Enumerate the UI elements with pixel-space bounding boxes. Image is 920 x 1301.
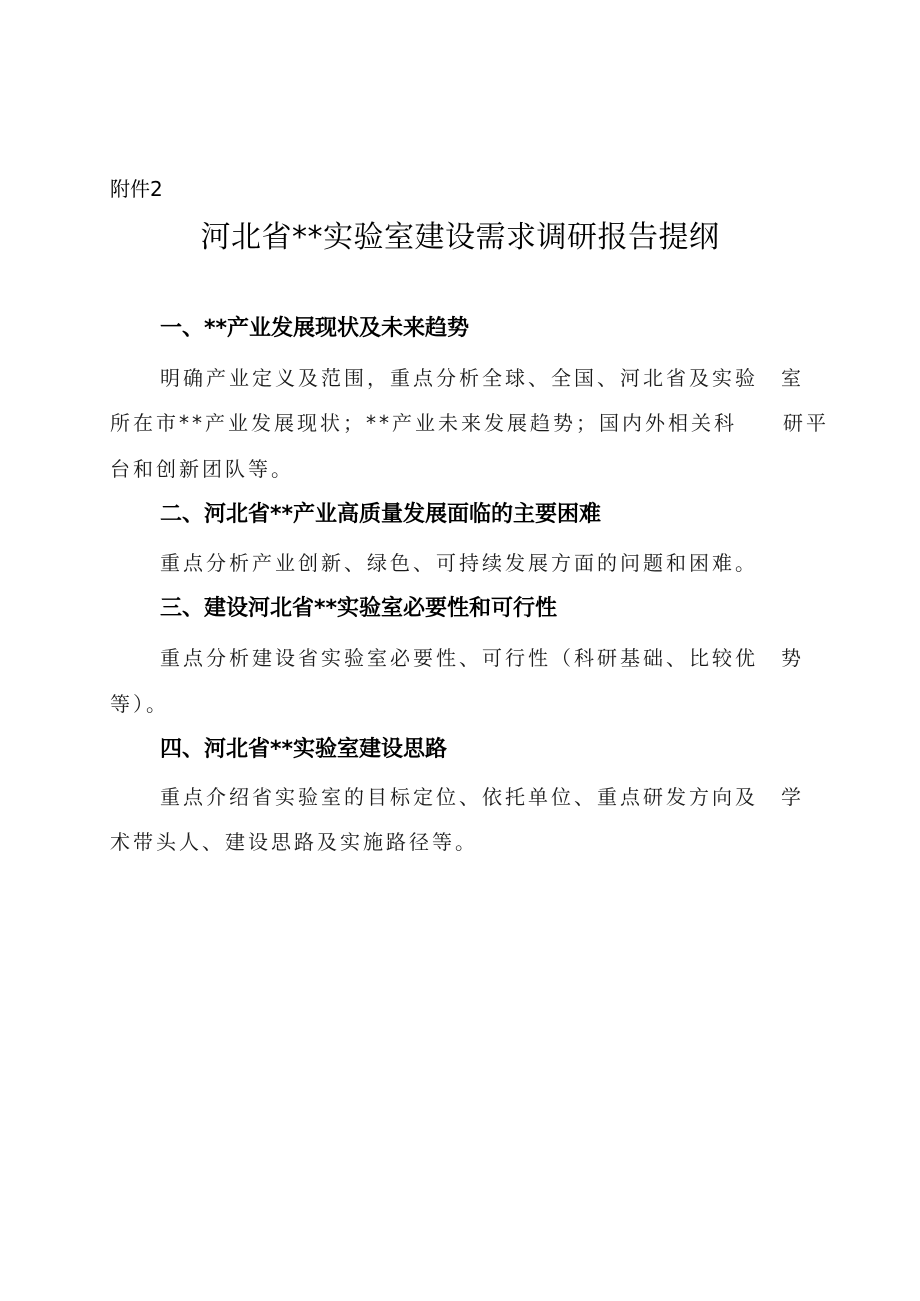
section-heading-2: 二、河北省**产业高质量发展面临的主要困难	[160, 502, 602, 527]
section-3-line-1: 重点分析建设省实验室必要性、可行性（科研基础、比较优 势	[160, 646, 804, 670]
section-heading-1: 一、**产业发展现状及未来趋势	[160, 316, 470, 341]
section-1-line-3: 台和创新团队等。	[110, 457, 294, 481]
section-heading-4: 四、河北省**实验室建设思路	[160, 737, 448, 762]
section-1-line-2: 所在市**产业发展现状；**产业未来发展趋势；国内外相关科 研平	[110, 411, 829, 435]
section-2-line-1: 重点分析产业创新、绿色、可持续发展方面的问题和困难。	[160, 551, 758, 575]
section-3-line-2: 等）。	[110, 692, 169, 716]
section-1-line-1: 明确产业定义及范围，重点分析全球、全国、河北省及实验 室	[160, 366, 804, 390]
section-4-line-2: 术带头人、建设思路及实施路径等。	[110, 830, 478, 854]
attachment-label: 附件2	[110, 177, 163, 201]
document-title: 河北省**实验室建设需求调研报告提纲	[200, 220, 720, 255]
section-4-line-1: 重点介绍省实验室的目标定位、依托单位、重点研发方向及 学	[160, 785, 804, 809]
section-heading-3: 三、建设河北省**实验室必要性和可行性	[160, 596, 558, 621]
